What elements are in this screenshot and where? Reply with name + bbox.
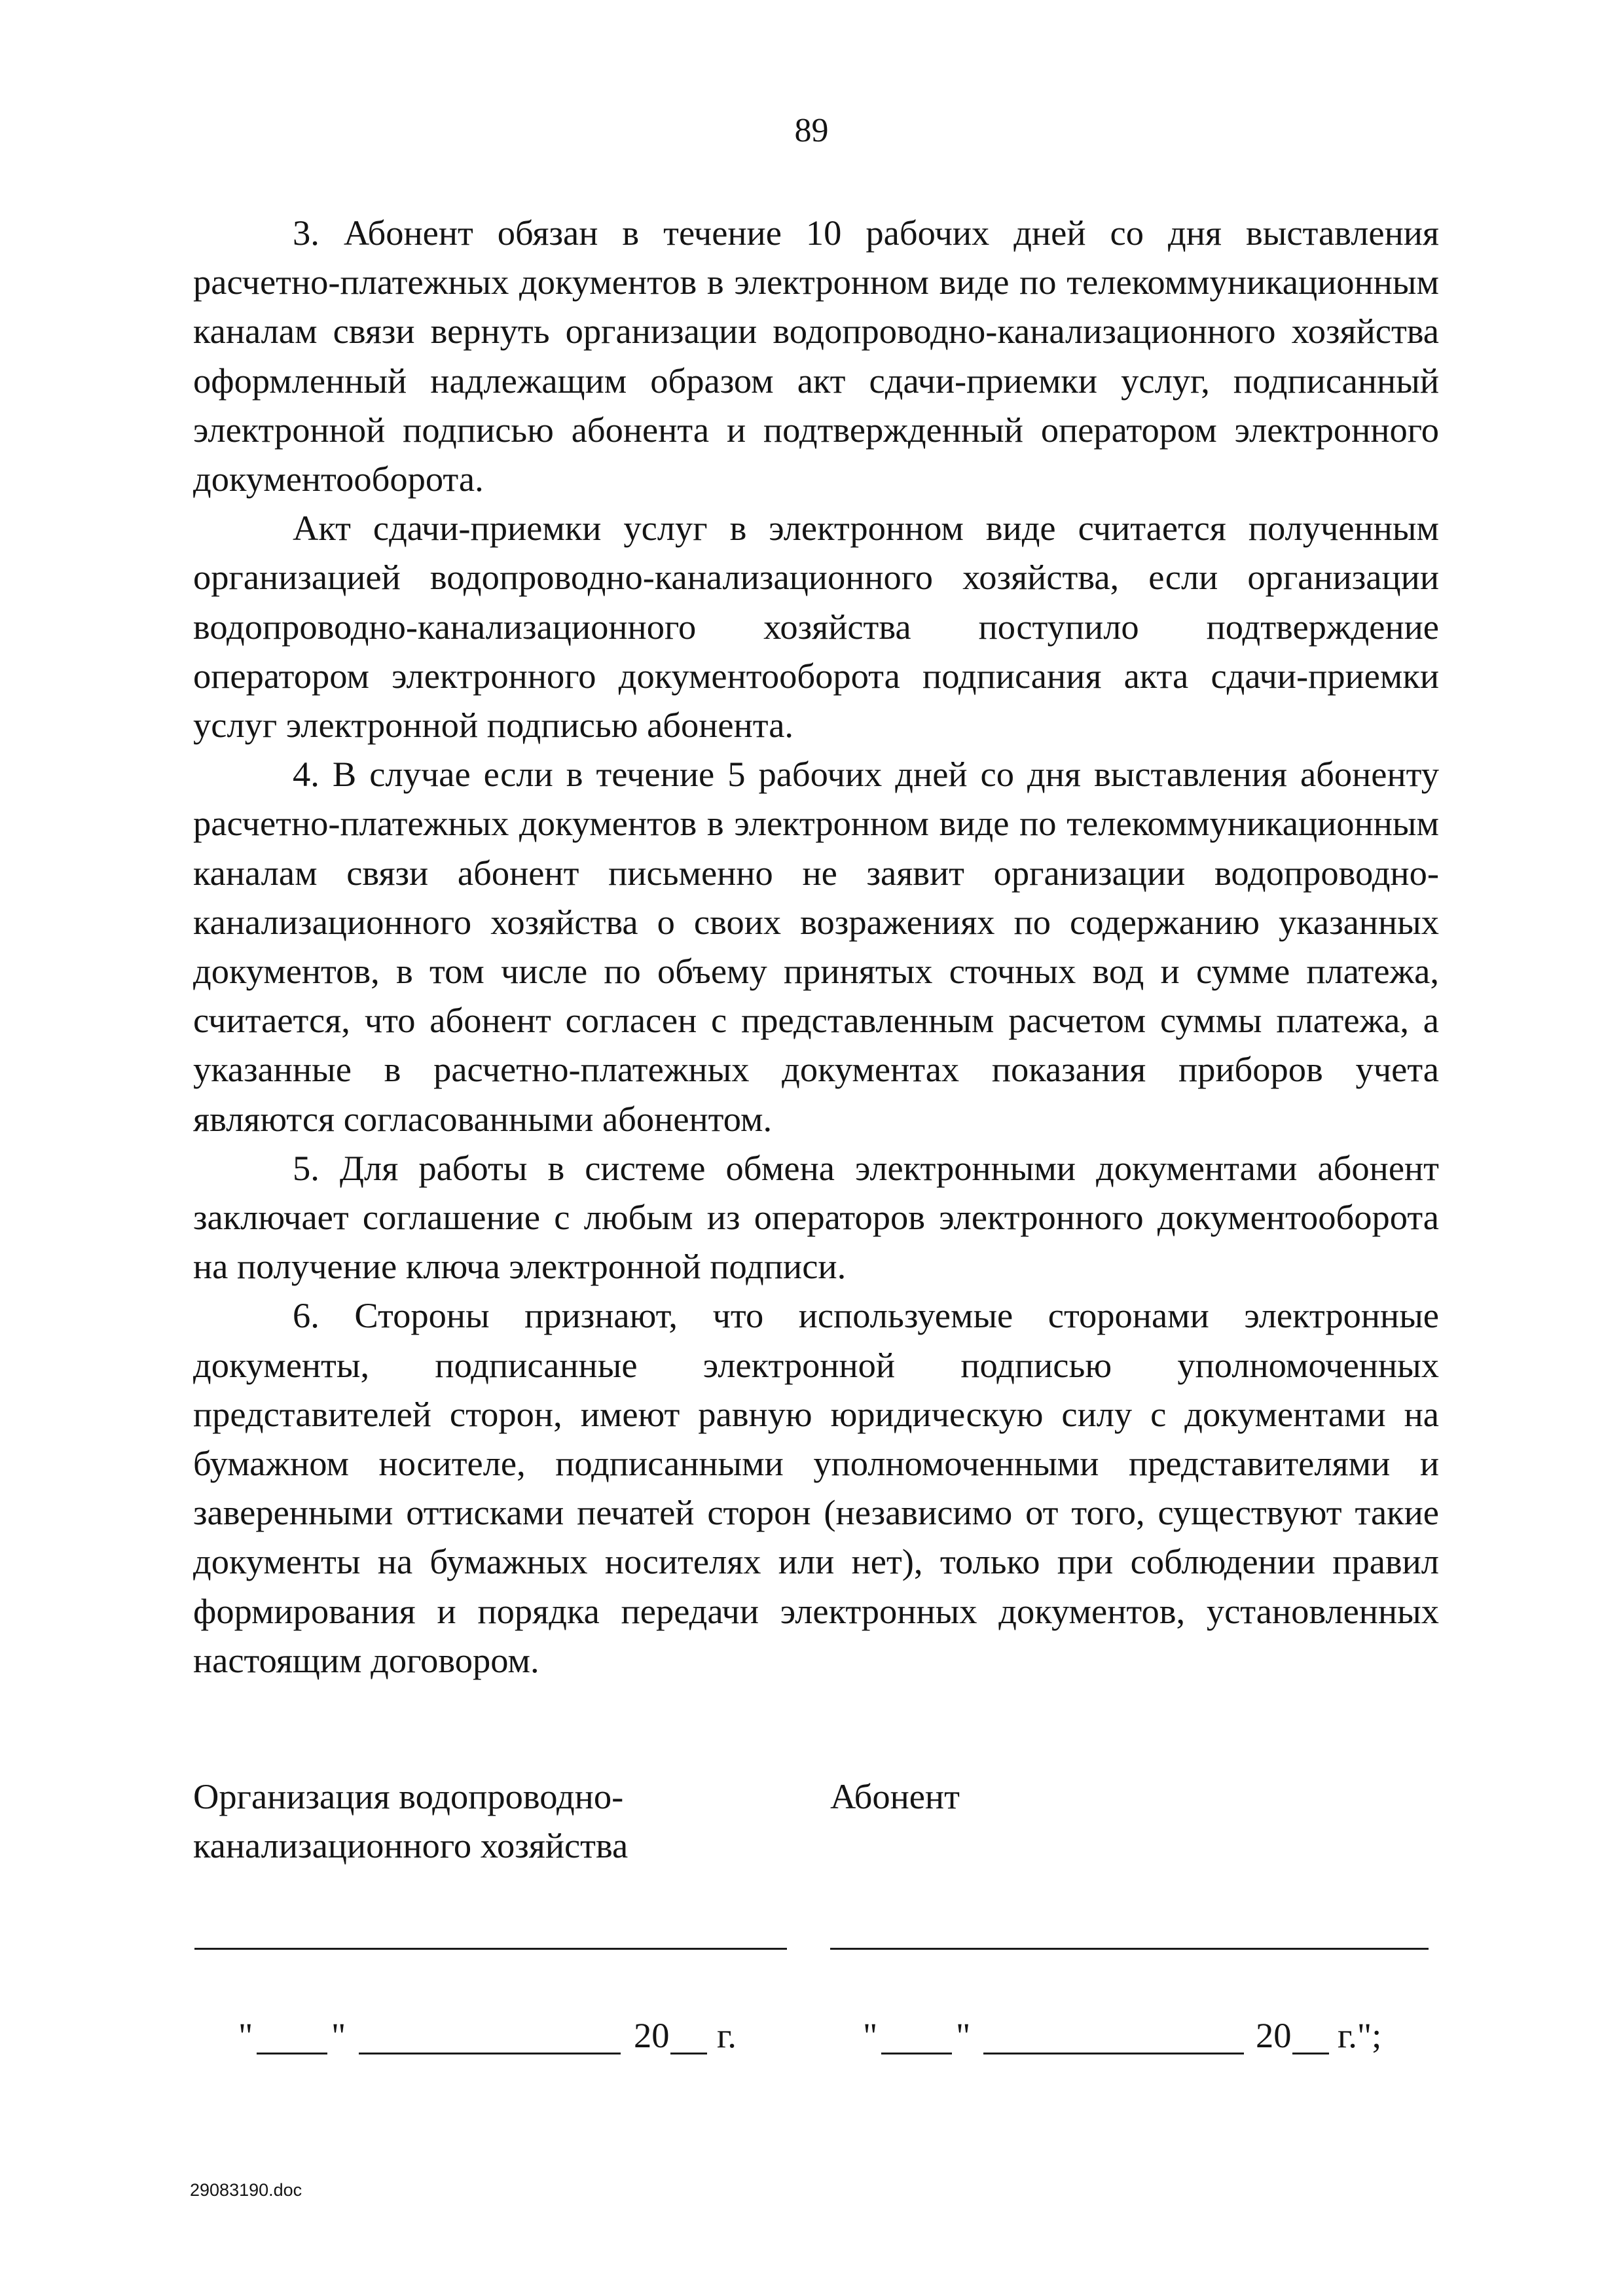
document-body [193,208,1439,1685]
subscriber-label: Абонент [830,1776,960,1816]
date-right-day-blank [881,2053,952,2054]
date-row-right [0,2013,1623,2058]
footer-filename: 29083190.doc [190,2180,302,2200]
date-right-year-blank [1292,2053,1329,2054]
date-left-year-prefix: 20 [634,2015,670,2055]
date-left-close-quote: " [331,2015,346,2055]
date-right-month-blank [983,2053,1244,2054]
organization-label-line2: канализационного хозяйства [193,1825,629,1865]
page-number: 89 [794,112,829,149]
signature-party-organization [193,1772,628,1870]
signature-party-subscriber [830,1772,960,1821]
paragraph-6: 6. Стороны признают, что используемые сторонами электронные документы, подписанные электронной подписью уполномоченных представителей сторон, имеют равную юридическую силу с документами на бумажном носителе, подписанными уполномоченными представителями и заверенными оттисками печатей сторон (независимо от того, существуют такие документы на бумажных носителях или нет), только при соблюдении правил формирования и порядка передачи электронных документов, установленных настоящим договором. [193,1295,1439,1680]
organization-signature-line [194,1948,787,1950]
date-right-year-prefix: 20 [1256,2015,1292,2055]
date-right-year-suffix: г."; [1338,2015,1382,2055]
organization-label-line1: Организация водопроводно- [193,1776,624,1816]
date-right-open-quote: " [863,2015,878,2055]
date-left-open-quote: " [238,2015,253,2055]
paragraph-3: 3. Абонент обязан в течение 10 рабочих дней со дня выставления расчетно-платежных документов в электронном виде по телекоммуникационным каналам связи вернуть организации водопроводно-канализационного хозяйства оформленный надлежащим образом акт сдачи-приемки услуг, подписанный электронной подписью абонента и подтвержденный оператором электронного документооборота. [193,213,1439,499]
date-left-year-suffix: г. [717,2015,737,2055]
subscriber-signature-line [830,1948,1429,1950]
paragraph-4: 4. В случае если в течение 5 рабочих дней со дня выставления абоненту расчетно-платежных документов в электронном виде по телекоммуникационным каналам связи абонент письменно не заявит организации водопроводно-канализационного хозяйства о своих возражениях по содержанию указанных документов, в том числе по объему принятых сточных вод и сумме платежа, считается, что абонент согласен с представленным расчетом суммы платежа, а указанные в расчетно-платежных документах показания приборов учета являются согласованными абонентом. [193,754,1439,1139]
paragraph-5: 5. Для работы в системе обмена электронными документами абонент заключает соглашение с любым из операторов электронного документооборота на получение ключа электронной подписи. [193,1147,1439,1287]
paragraph-3-act: Акт сдачи-приемки услуг в электронном виде считается полученным организацией водопроводно-канализационного хозяйства, если организации водопроводно-канализационного хозяйства поступило подтверждение оператором электронного документооборота подписания акта сдачи-приемки услуг электронной подписью абонента. [193,508,1439,745]
date-right-close-quote: " [956,2015,971,2055]
